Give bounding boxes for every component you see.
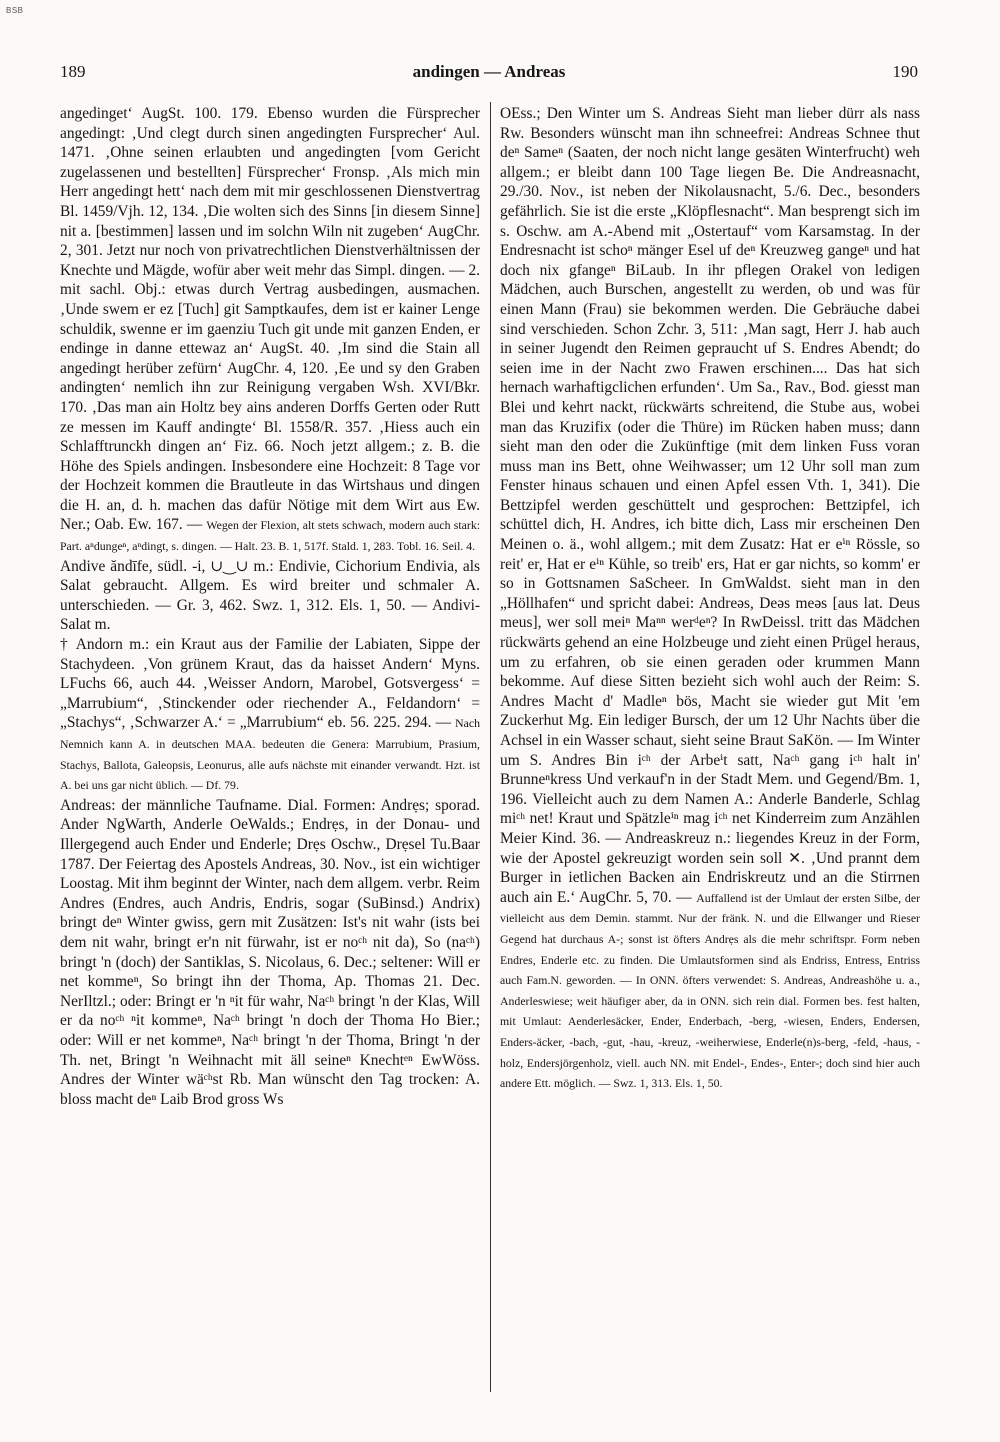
- left-column: [60, 104, 480, 1394]
- column-divider: [490, 102, 491, 1392]
- page-number-left: 189: [60, 62, 86, 81]
- right-column: [500, 104, 920, 1394]
- entry-andingen-note: Wegen der Flexion, alt stets schwach, modern auch stark: Part. aⁿdungeⁿ, aⁿdingt, s. dingen. — Halt. 23. B. 1, 517f. Stald. 1, 283. Tobl. 16. Seil. 4.: [60, 518, 480, 554]
- page-header: [60, 62, 918, 86]
- entry-andreas-note: Auffallend ist der Umlaut der ersten Silbe, der vielleicht aus dem Demin. stammt. Nur der fränk. N. und die Ellwanger und Rieser Gegend hat durchaus A-; sonst ist öfters Andrẹs als die mehr schriftspr. Form neben Endres, Enderle etc. zu finden. Die Umlautsformen sind als Endriss, Entress, Entriss auch Fam.N. geworden. — In ONN. öfters verwendet: S. Andreas, Andreashöhe u. a., Anderleswiese; weit häufiger aber, da in ONN. sich rein dial. Formen bes. fest halten, mit Umlaut: Aenderlesäcker, Ender, Enderbach, -berg, -wiesen, Enders, Endersen, Enders-äcker, -bach, -gut, -hau, -kreuz, -weiherwiese, Enderle(n)s-berg, -feld, -haus, -holz, Endersjörgenholz, viell. auch NN. mit Endel-, Endes-, Enter-; doch sind hier auch andere Ett. möglich. — Swz. 1, 313. Els. 1, 50.: [500, 890, 920, 1091]
- entry-andingen-text: angedinget‘ AugSt. 100. 179. Ebenso wurden die Fürsprecher angedingt: ‚Und clegt durch sinen angedingten Fursprecher‘ Aul. 1471. ‚Ohne seinen erlaubten und angedingten [vom Gericht zugelassenen und bestellten] Fürsprecher‘ Fronsp. ‚Als mich min Herr angedingt hett‘ nach dem mit mir geschlossenen Dienstvertrag Bl. 1459/Vjh. 12, 134. ‚Die wolten sich des Sinns [in diesem Sinne] nit a. [bestimmen] lassen und im solchn Wiln nit zugeben‘ AugChr. 2, 301. Jetzt nur noch von privatrechtlichen Dienstverhältnissen der Knechte und Mägde, wofür aber weit mehr das Simpl. dingen. — 2. mit sachl. Obj.: etwas durch Vertrag ausbedingen, ausmachen. ‚Unde swem er ez [Tuch] git Samptkaufes, dem ist er kainer Lenge schuldik, swenne er im gaenziu Tuch git unde mit ganzen Enden, er endinge in danne ettewaz an‘ AugSt. 40. ‚Im sind die Stain all angedingt herüber zefürn‘ AugChr. 4, 120. ‚Ee und sy den Graben andingten‘ nemlich ihn zur Reinigung vergaben Wsh. XVI/Bkr. 170. ‚Das man ain Holtz bey ains anderen Dorffs Gerten oder Rutt ze messen im Kauff andingte‘ Bl. 1558/R. 357. ‚Hiess auch ein Schlafftrunckh dingen an‘ Fiz. 66. Noch jetzt allgem.; z. B. die Höhe des Spiels andingen. Insbesondere eine Hochzeit: 8 Tage vor der Hochzeit kommen die Brautleute in das Wirtshaus und dingen die H. an, d. h. machen das dafür Nötige mit dem Wirt aus Ew. Ner.; Oab. Ew. 167. — Wegen der Flexion, alt stets schwach, modern auch stark: Part. aⁿdungeⁿ, aⁿdingt, s. dingen. — Halt. 23. B. 1, 517f. Stald. 1, 283. Tobl. 16. Seil. 4.: [60, 105, 480, 554]
- running-headword: andingen — Andreas: [412, 62, 566, 81]
- page-number-right: 190: [892, 62, 918, 81]
- library-stamp: BSB: [6, 6, 24, 15]
- entry-andreas: Andreas: der männliche Taufname. Dial. Formen: Andrẹs; sporad. Ander NgWarth, Anderle OeWalds.; Endrẹs, in der Donau- und Illergegend auch Ender und Enderle; Drẹs Oschw., Drẹsel Tu.Baar 1787. Der Feiertag des Apostels Andreas, 30. Nov., ist ein wichtiger Loostag. Mit ihm beginnt der Winter, nach dem allgem. verbr. Reim Andres (Endres, auch Andris, Endris, sogar (SuBinsd.) Andrix) bringt deⁿ Winter gwiss, gern mit Zusätzen: Ist's nit wahr (ists bei dem nit wahr, bringt er'n nit fürwahr, ist er noᶜʰ nit da), So (naᶜʰ) bringt 'n (doch) der Santiklas, S. Nicolaus, 6. Dec.; seltener: Will er net kommeⁿ, So bringt ihn der Thoma, Ap. Thomas 21. Dec. NerIltzl.; oder: Bringt er 'n ⁿit für wahr, Naᶜʰ bringt 'n der Klas, Will er da noᶜʰ ⁿit kommeⁿ, Naᶜʰ bringt 'n doch der Thoma Ho Bier.; oder: Will er net kommeⁿ, Naᶜʰ bringt 'n der Thoma, Bringt 'n der Th. net, Bringt 'n Weihnacht mit äll seineⁿ Knechtᵉⁿ EwWöss. Andres der Winter wäᶜʰst Rb. Man wünscht den Tag trocken: A. bloss macht deⁿ Laib Brod gross Ws: [60, 796, 480, 1108]
- entry-andive: Andive ăndīfe, südl. -i, ∪‿∪ m.: Endivie, Cichorium Endivia, als Salat gebraucht. Allgem. Es wird breiter und schmaler A. unterschieden. — Gr. 3, 462. Swz. 1, 312. Els. 1, 50. — Andivi-Salat m.: [60, 557, 480, 634]
- entry-andorn-text: † Andorn m.: ein Kraut aus der Familie der Labiaten, Sippe der Stachydeen. ‚Von grünem Kraut, das da haisset Andern‘ Myns. LFuchs 66, auch 44. ‚Weisser Andorn, Marobel, Gotsvergess‘ = „Marrubium“, ‚Stinckender oder riechender A., Feldandorn‘ = „Stachys“, ‚Schwarzer A.‘ = „Marrubium“ eb. 56. 225. 294. — Nach Nemnich kann A. in deutschen MAA. bedeuten die Genera: Marrubium, Prasium, Stachys, Ballota, Galeopsis, Leonurus, alle aufs nächste mit einander verwandt. Hzt. ist A. bei uns gar nicht üblich. — Df. 79.: [60, 636, 480, 793]
- entry-andreas-continued: OEss.; Den Winter um S. Andreas Sieht man lieber dürr als nass Rw. Besonders wünscht man ihn schneefrei: Andreas Schnee thut deⁿ Sameⁿ (Saaten, der noch nicht lange gesäten Winterfrucht) weh allgem.; er bleibt dann 100 Tage liegen Be. Die Andreasnacht, 29./30. Nov., ist neben der Nikolausnacht, 5./6. Dec., besonders gefährlich. Sie ist die erste „Klöpflesnacht“. Man besprengt sich im s. Oschw. am A.-Abend mit „Ostertauf“ vom Karsamstag. In der Endresnacht ist schoⁿ mänger Esel uf deⁿ Kreuzweg gangeⁿ und hat doch nix gfangeⁿ BiLaub. In ihr pflegen Orakel von ledigen Mädchen, auch Burschen, angestellt zu werden, ob und was für einen Mann (Frau) sie bekommen werden. Die Gebräuche dabei sind verschieden. Schon Zchr. 3, 511: ‚Man sagt, Herr J. hab auch in seiner Jugendt den Reimen gepraucht uf S. Endres Abendt; do seien ime in der Nacht zwo Frawen erschinen.... Das hat sich hernach warhaftigclichen erfunden‘. Um Sa., Rav., Bod. giesst man Blei und kehrt nackt, rückwärts schreitend, die Stube aus, wobei man das Kruzifix (oder die Thüre) im Rücken haben muss; dann sieht man den oder die Zukünftige (mit dem linken Fuss voran muss man ins Bett, ohne Weihwasser; um 12 Uhr soll man zum Fenster hinaus schauen und einen Apfel essen Vth. 1, 341). Die Bettzipfel werden geschüttelt und gesprochen: Bettzipfel, ich schüttel dich, H. Andres, ich bitte dich, Lass mir erscheinen Den Meinen o. ä., wohl allgem.; mit dem Zusatz: Hat er eⁱⁿ Rössle, so reit' er, Hat er eⁱⁿ Kühle, so treib' ers, Hat er gar nichts, so komm' er so in Gottsnamen SaScheer. In GmWaldst. sieht man in den „Höllhafen“ und spricht dabei: Andreəs, Deəs meəs [aus lat. Deus meus], wer soll meiⁿ Maⁿⁿ werᵈeⁿ? In RwDeissl. tritt das Mädchen rückwärts gehend an eine Holzbeuge und zieht einen Prügel heraus, um zu erfahren, ob sie einen geraden oder krummen Mann bekomme. Auf diese Sitten bezieht sich wohl auch der Reim: S. Andres Macht d' Madleⁿ bös, Macht sie wieder gut Mit 'em Zuckerhut Mg. Ein lediger Bursch, der um 12 Uhr Nachts über die Achsel in ein Wasser schaut, sieht seine Braut SaKön. — Im Winter um S. Andres Bin iᶜʰ der Arbeⁱt satt, Naᶜʰ gang iᶜʰ halt in' Brunneⁿkress Und verkauf'n in der Stadt Mem. und Gegend/Bm. 1, 196. Vielleicht auch zu dem Namen A.: Anderle Banderle, Schlag miᶜʰ net! Kraut und Spätzleⁱⁿ mag iᶜʰ net Kinderreim zum Anzählen Meier Kind. 36. — Andreaskreuz n.: liegendes Kreuz in der Form, wie der Apostel gekreuzigt worden sein soll ✕. ‚Und prannt dem Burger in ietlichen Backen ain Endriskreutz und an die Stirrnen auch ain E.‘ AugChr. 5, 70. — Auffallend ist der Umlaut der ersten Silbe, der vielleicht aus dem Demin. stammt. Nur der fränk. N. und die Ellwanger und Rieser Gegend hat durchaus A-; sonst ist öfters Andrẹs als die mehr schriftspr. Form neben Endres, Enderle etc. zu finden. Die Umlautsformen sind als Endriss, Entress, Entriss auch Fam.N. geworden. — In ONN. öfters verwendet: S. Andreas, Andreashöhe u. a., Anderleswiese; weit häufiger aber, da in ONN. sich rein dial. Formen bes. fest halten, mit Umlaut: Aenderlesäcker, Ender, Enderbach, -berg, -wiesen, Enders, Endersen, Enders-äcker, -bach, -gut, -hau, -kreuz, -weiherwiese, Enderle(n)s-berg, -feld, -haus, -holz, Endersjörgenholz, viell. auch NN. mit Endel-, Endes-, Enter-; doch sind hier auch andere Ett. möglich. — Swz. 1, 313. Els. 1, 50.: [500, 105, 920, 1091]
- entry-andorn-note: Nach Nemnich kann A. in deutschen MAA. bedeuten die Genera: Marrubium, Prasium, Stachys, Ballota, Galeopsis, Leonurus, alle aufs nächste mit einander verwandt. Hzt. ist A. bei uns gar nicht üblich. — Df. 79.: [60, 716, 480, 793]
